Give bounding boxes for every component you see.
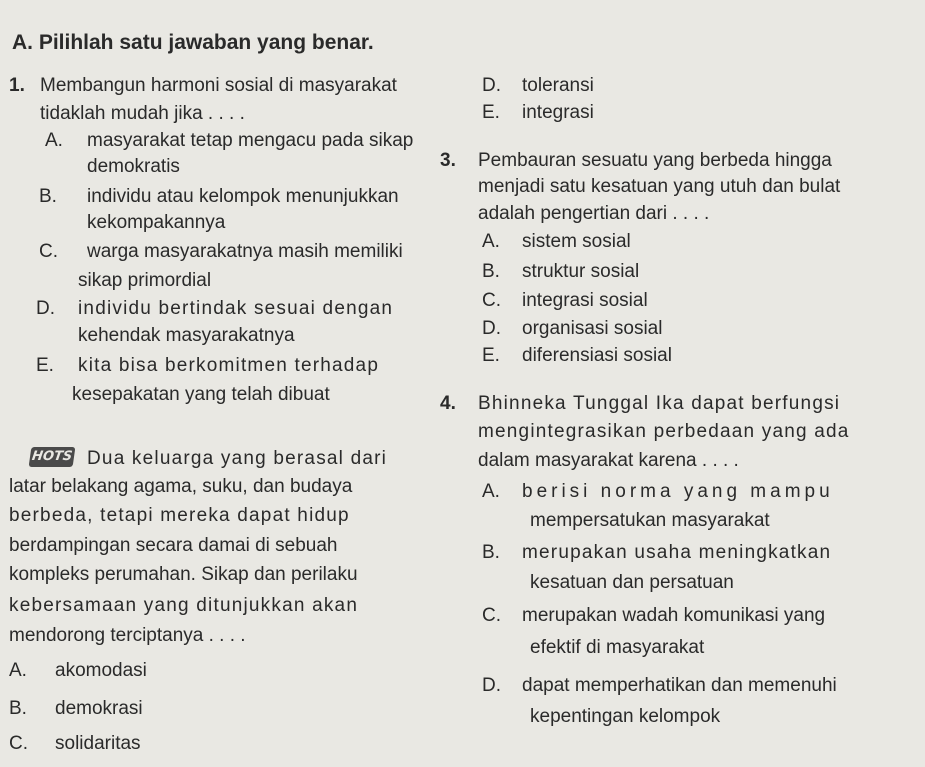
option-text: struktur sosial [522, 261, 640, 282]
option-text: efektif di masyarakat [530, 637, 705, 658]
option-letter: A. [482, 231, 500, 252]
question-stem-line: mendorong terciptanya . . . . [9, 625, 246, 646]
option-text: kesepakatan yang telah dibuat [72, 384, 330, 405]
option-text: solidaritas [55, 733, 141, 754]
option-text: masyarakat tetap mengacu pada sikap [87, 130, 414, 151]
question-number: 1. [9, 75, 25, 96]
option-letter: C. [9, 733, 28, 754]
option-text: individu bertindak sesuai dengan [78, 298, 394, 319]
option-text: toleransi [522, 75, 594, 96]
option-text: diferensiasi sosial [522, 345, 672, 366]
option-letter: B. [482, 261, 500, 282]
question-stem-line: mengintegrasikan perbedaan yang ada [478, 421, 850, 442]
option-text: dapat memperhatikan dan memenuhi [522, 675, 837, 696]
question-stem-line: Pembauran sesuatu yang berbeda hingga [478, 150, 832, 171]
option-text: sikap primordial [78, 270, 212, 291]
hots-badge: HOTS [29, 447, 76, 467]
option-text: demokratis [87, 156, 180, 177]
option-letter: D. [482, 75, 501, 96]
option-text: integrasi [522, 102, 594, 123]
option-letter: A. [9, 660, 27, 681]
option-letter: E. [482, 345, 500, 366]
option-letter: A. [45, 130, 63, 151]
option-letter: C. [482, 605, 501, 626]
option-text: merupakan wadah komunikasi yang [522, 605, 826, 626]
option-text: kepentingan kelompok [530, 706, 721, 727]
option-text: berisi norma yang mampu [522, 481, 834, 502]
question-stem-line: kebersamaan yang ditunjukkan akan [9, 595, 359, 616]
option-letter: E. [482, 102, 500, 123]
option-letter: C. [39, 241, 58, 262]
option-text: kesatuan dan persatuan [530, 572, 734, 593]
section-heading: A. Pilihlah satu jawaban yang benar. [12, 31, 374, 54]
option-text: kita bisa berkomitmen terhadap [78, 355, 380, 376]
question-stem-line: Bhinneka Tunggal Ika dapat berfungsi [478, 393, 841, 414]
question-stem-line: berdampingan secara damai di sebuah [9, 535, 338, 556]
option-text: organisasi sosial [522, 318, 663, 339]
option-text: individu atau kelompok menunjukkan [87, 186, 399, 207]
option-text: mempersatukan masyarakat [530, 510, 770, 531]
option-text: merupakan usaha meningkatkan [522, 542, 832, 563]
question-stem-line: menjadi satu kesatuan yang utuh dan bulat [478, 176, 841, 197]
question-stem-line: dalam masyarakat karena . . . . [478, 450, 739, 471]
question-number: 3. [440, 150, 456, 171]
option-letter: B. [9, 698, 27, 719]
option-letter: D. [482, 318, 501, 339]
question-stem-line: Dua keluarga yang berasal dari [87, 448, 388, 469]
option-letter: E. [36, 355, 54, 376]
option-letter: B. [482, 542, 500, 563]
option-text: demokrasi [55, 698, 143, 719]
question-stem-line: tidaklah mudah jika . . . . [40, 103, 245, 124]
question-stem-line: berbeda, tetapi mereka dapat hidup [9, 505, 350, 526]
option-text: kekompakannya [87, 212, 226, 233]
option-text: kehendak masyarakatnya [78, 325, 295, 346]
question-number: 4. [440, 393, 456, 414]
option-letter: C. [482, 290, 501, 311]
option-text: integrasi sosial [522, 290, 648, 311]
question-stem-line: adalah pengertian dari . . . . [478, 203, 710, 224]
option-letter: D. [36, 298, 55, 319]
option-letter: A. [482, 481, 500, 502]
option-text: warga masyarakatnya masih memiliki [87, 241, 403, 262]
option-text: sistem sosial [522, 231, 631, 252]
question-stem-line: kompleks perumahan. Sikap dan perilaku [9, 564, 358, 585]
question-stem-line: latar belakang agama, suku, dan budaya [9, 476, 353, 497]
option-letter: B. [39, 186, 57, 207]
option-letter: D. [482, 675, 501, 696]
question-stem-line: Membangun harmoni sosial di masyarakat [40, 75, 397, 96]
option-text: akomodasi [55, 660, 147, 681]
